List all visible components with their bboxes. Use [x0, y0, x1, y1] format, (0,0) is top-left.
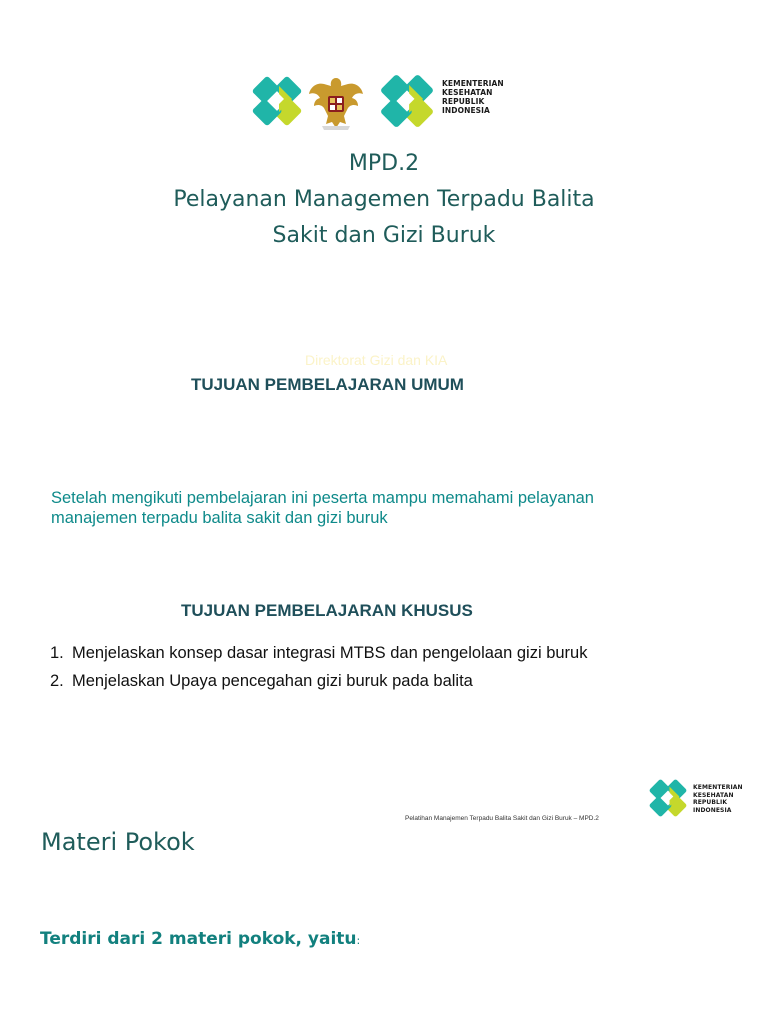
ministry-line: KESEHATAN — [442, 88, 493, 97]
ministry-line: INDONESIA — [442, 106, 490, 115]
ministry-line: INDONESIA — [693, 806, 732, 814]
materi-subtitle-text: Terdiri dari 2 materi pokok, yaitu — [40, 929, 357, 949]
tpk-list — [50, 643, 650, 699]
list-text: Menjelaskan konsep dasar integrasi MTBS dan pengelolaan gizi buruk — [72, 644, 588, 662]
list-number: 1. — [50, 644, 64, 662]
title-line-1: MPD.2 — [348, 151, 420, 176]
ministry-line: KEMENTERIAN — [442, 79, 504, 88]
ministry-line: KEMENTERIAN — [693, 784, 743, 791]
list-number: 2. — [50, 672, 64, 690]
tpu-text: Setelah mengikuti pembelajaran ini peserta mampu memahami pelayanan manajemen terpadu balita sakit dan gizi buruk — [51, 489, 594, 527]
kemenkes-logo-icon — [376, 70, 438, 132]
tpk-heading: TUJUAN PEMBELAJARAN KHUSUS — [181, 601, 473, 620]
ministry-logo-text — [442, 79, 504, 115]
kemenkes-logo-icon — [248, 72, 306, 130]
ministry-line: REPUBLIK — [442, 97, 485, 106]
footer-logo-text — [693, 784, 743, 814]
list-text: Menjelaskan Upaya pencegahan gizi buruk pada balita — [72, 672, 473, 690]
ministry-line: KESEHATAN — [693, 791, 734, 799]
slide-title — [0, 146, 768, 254]
footer-caption: Pelatihan Manajemen Terpadu Balita Sakit dan Gizi Buruk – MPD.2 — [405, 815, 599, 822]
watermark-text: Direktorat Gizi dan KIA — [305, 352, 448, 368]
kemenkes-logo-icon — [646, 776, 690, 820]
garuda-emblem-icon — [306, 72, 366, 134]
header-logos — [244, 66, 524, 136]
title-line-2: Pelayanan Managemen Terpadu Balita — [173, 187, 595, 212]
materi-title: Materi Pokok — [41, 828, 195, 856]
ministry-line: REPUBLIK — [693, 799, 728, 806]
materi-subtitle — [40, 929, 360, 949]
list-item — [50, 671, 650, 691]
list-item — [50, 643, 650, 663]
tpu-heading: TUJUAN PEMBELAJARAN UMUM — [191, 375, 464, 394]
materi-subtitle-colon: : — [356, 934, 361, 947]
title-line-3: Sakit dan Gizi Buruk — [272, 223, 496, 248]
